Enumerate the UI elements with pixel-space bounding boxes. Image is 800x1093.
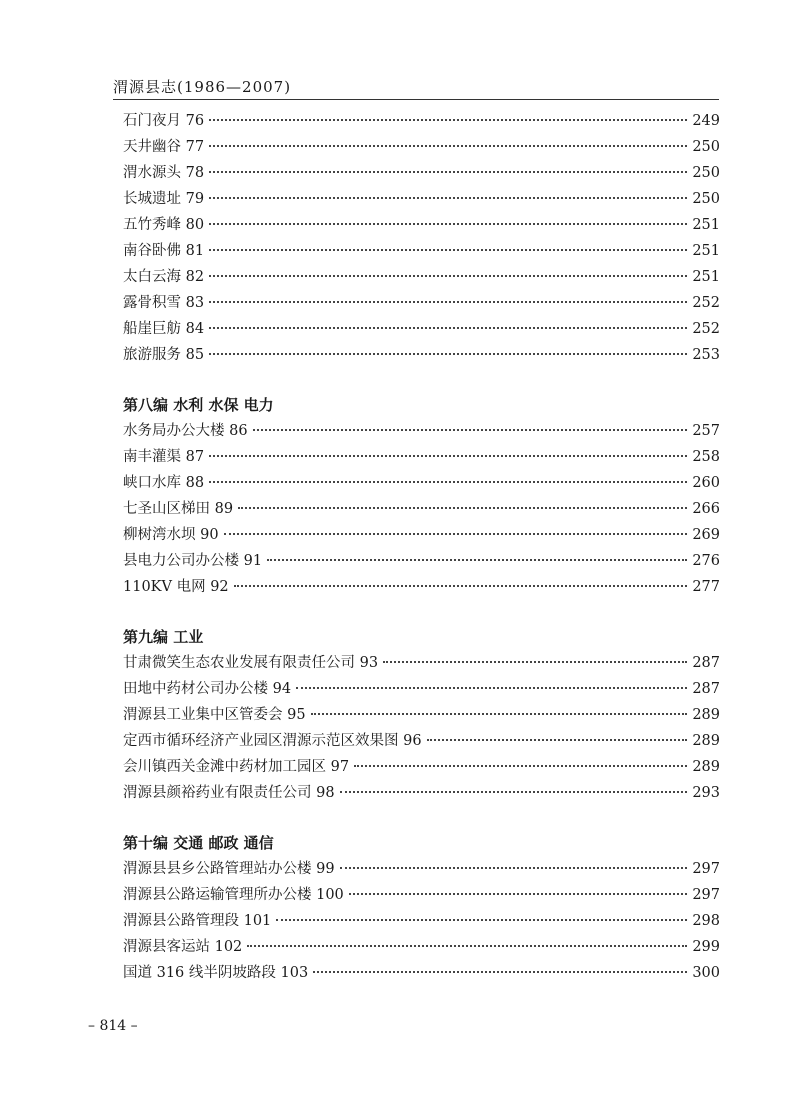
- dot-leader: [340, 791, 688, 793]
- toc-entry-page: 297: [692, 887, 720, 903]
- toc-entry-page: 266: [692, 501, 720, 517]
- toc-entry-page: 299: [692, 939, 720, 955]
- toc-entry: [123, 882, 720, 908]
- toc-entry-page: 257: [692, 423, 720, 439]
- toc-entry-page: 297: [692, 861, 720, 877]
- toc-section: [123, 392, 720, 600]
- toc-entry-page: 300: [692, 965, 720, 981]
- toc-entry-page: 260: [692, 475, 720, 491]
- dot-leader: [383, 661, 687, 663]
- dot-leader: [209, 249, 687, 251]
- toc-entry-page: 289: [692, 733, 720, 749]
- toc-entry: [123, 316, 720, 342]
- toc-entry: [123, 134, 720, 160]
- toc-entry: [123, 548, 720, 574]
- toc-entry-label: 太白云海 82: [123, 269, 205, 285]
- dot-leader: [311, 713, 688, 715]
- toc-entry-label: 石门夜月 76: [123, 113, 205, 129]
- toc-entry: [123, 264, 720, 290]
- toc-entry-label: 长城遗址 79: [123, 191, 205, 207]
- toc-entry: [123, 934, 720, 960]
- dot-leader: [427, 739, 688, 741]
- table-of-contents: [123, 108, 720, 986]
- section-heading: 第十编 交通 邮政 通信: [123, 834, 274, 852]
- section-heading: 第九编 工业: [123, 628, 204, 646]
- dot-leader: [313, 971, 687, 973]
- toc-entry: [123, 290, 720, 316]
- toc-entry-page: 276: [692, 553, 720, 569]
- dot-leader: [296, 687, 687, 689]
- dot-leader: [209, 327, 687, 329]
- toc-entry: [123, 856, 720, 882]
- toc-entry-label: 渭水源头 78: [123, 165, 205, 181]
- toc-entry: [123, 754, 720, 780]
- toc-entry-page: 293: [692, 785, 720, 801]
- dot-leader: [209, 223, 687, 225]
- dot-leader: [247, 945, 687, 947]
- dot-leader: [209, 353, 687, 355]
- toc-section: [123, 108, 720, 368]
- toc-entry-page: 258: [692, 449, 720, 465]
- toc-entry: [123, 780, 720, 806]
- toc-entry: [123, 728, 720, 754]
- toc-entry-page: 250: [692, 139, 720, 155]
- dot-leader: [224, 533, 688, 535]
- dot-leader: [354, 765, 687, 767]
- toc-entry: [123, 212, 720, 238]
- dot-leader: [209, 455, 687, 457]
- toc-entry-label: 甘肃微笑生态农业发展有限责任公司 93: [123, 655, 379, 671]
- toc-entry: [123, 470, 720, 496]
- running-header-title: 渭源县志(1986—2007): [113, 78, 292, 96]
- toc-section: [123, 624, 720, 806]
- toc-entry-label: 旅游服务 85: [123, 347, 205, 363]
- toc-entry-label: 定西市循环经济产业园区渭源示范区效果图 96: [123, 733, 422, 749]
- toc-entry: [123, 522, 720, 548]
- toc-entry: [123, 186, 720, 212]
- dot-leader: [209, 119, 687, 121]
- dot-leader: [209, 197, 687, 199]
- toc-entry-page: 250: [692, 191, 720, 207]
- toc-entry-label: 七圣山区梯田 89: [123, 501, 234, 517]
- dot-leader: [340, 867, 688, 869]
- toc-section: [123, 830, 720, 986]
- toc-entry-label: 柳树湾水坝 90: [123, 527, 219, 543]
- toc-entry-page: 251: [692, 243, 720, 259]
- toc-entry: [123, 960, 720, 986]
- dot-leader: [234, 585, 688, 587]
- dot-leader: [209, 171, 687, 173]
- toc-entry: [123, 160, 720, 186]
- page-number: – 814 –: [88, 1018, 138, 1034]
- toc-entry-page: 251: [692, 269, 720, 285]
- toc-entry-label: 南谷卧佛 81: [123, 243, 205, 259]
- toc-entry: [123, 418, 720, 444]
- toc-entry-label: 渭源县公路管理段 101: [123, 913, 272, 929]
- toc-entry-page: 289: [692, 707, 720, 723]
- toc-entry-label: 会川镇西关金滩中药材加工园区 97: [123, 759, 350, 775]
- toc-entry-label: 峡口水库 88: [123, 475, 205, 491]
- toc-entry-page: 252: [692, 321, 720, 337]
- toc-entry-page: 251: [692, 217, 720, 233]
- toc-entry-page: 287: [692, 681, 720, 697]
- toc-entry: [123, 342, 720, 368]
- toc-entry-page: 287: [692, 655, 720, 671]
- toc-entry: [123, 574, 720, 600]
- header-rule: [113, 99, 719, 100]
- toc-entry-label: 县电力公司办公楼 91: [123, 553, 263, 569]
- toc-entry: [123, 650, 720, 676]
- toc-entry-label: 渭源县工业集中区管委会 95: [123, 707, 306, 723]
- toc-entry-label: 110KV 电网 92: [123, 579, 229, 595]
- toc-entry: [123, 908, 720, 934]
- toc-entry-label: 露骨积雪 83: [123, 295, 205, 311]
- dot-leader: [209, 301, 687, 303]
- dot-leader: [276, 919, 687, 921]
- toc-entry-page: 269: [692, 527, 720, 543]
- toc-entry-label: 田地中药材公司办公楼 94: [123, 681, 292, 697]
- toc-entry: [123, 238, 720, 264]
- toc-entry-page: 277: [692, 579, 720, 595]
- toc-entry: [123, 676, 720, 702]
- toc-entry-label: 渭源县公路运输管理所办公楼 100: [123, 887, 344, 903]
- toc-entry-label: 五竹秀峰 80: [123, 217, 205, 233]
- toc-entry: [123, 108, 720, 134]
- toc-entry-label: 渭源县县乡公路管理站办公楼 99: [123, 861, 335, 877]
- toc-entry-label: 渭源县颜裕药业有限责任公司 98: [123, 785, 335, 801]
- dot-leader: [209, 275, 687, 277]
- toc-entry-page: 253: [692, 347, 720, 363]
- toc-entry-page: 249: [692, 113, 720, 129]
- toc-entry-page: 250: [692, 165, 720, 181]
- toc-entry-label: 渭源县客运站 102: [123, 939, 243, 955]
- dot-leader: [253, 429, 688, 431]
- toc-entry-page: 298: [692, 913, 720, 929]
- dot-leader: [349, 893, 688, 895]
- toc-entry-page: 252: [692, 295, 720, 311]
- toc-entry: [123, 496, 720, 522]
- toc-entry-page: 289: [692, 759, 720, 775]
- toc-entry-label: 船崖巨舫 84: [123, 321, 205, 337]
- toc-entry-label: 水务局办公大楼 86: [123, 423, 248, 439]
- toc-entry-label: 天井幽谷 77: [123, 139, 205, 155]
- dot-leader: [209, 481, 687, 483]
- toc-entry: [123, 444, 720, 470]
- dot-leader: [238, 507, 687, 509]
- dot-leader: [209, 145, 687, 147]
- dot-leader: [267, 559, 687, 561]
- toc-entry-label: 国道 316 线半阴坡路段 103: [123, 965, 309, 981]
- toc-entry: [123, 702, 720, 728]
- toc-entry-label: 南丰灌渠 87: [123, 449, 205, 465]
- section-heading: 第八编 水利 水保 电力: [123, 396, 274, 414]
